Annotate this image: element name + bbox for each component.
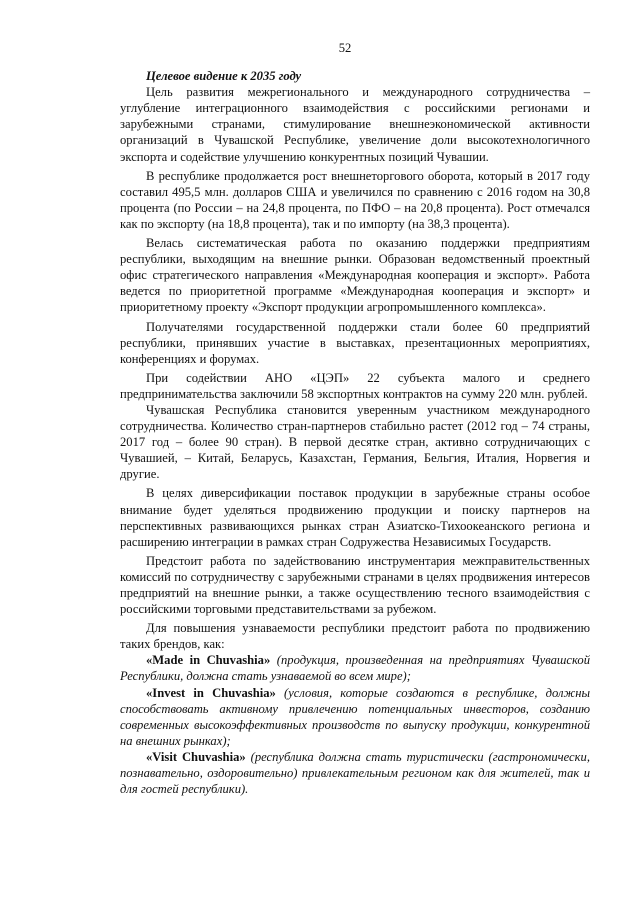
paragraph-brands-intro: Для повышения узнаваемости республики предстоит работа по продвижению таких брендов, как: <box>120 621 590 652</box>
brand-name: «Visit Chuvashia» <box>146 749 246 764</box>
brand-item-made-in <box>120 652 590 684</box>
brand-note: (условия, которые создаются в республике, должны способствовать активному привлечению потенциальных инвесторов, созданию современных высокоэффективных производств по выпуску продукции, конкурентной на внешних рынках); <box>120 685 591 748</box>
paragraph-diversification: В целях диверсификации поставок продукции в зарубежные страны особое внимание будет уделяться продвижению продукции и поиску партнеров на перспективных развивающихся рынках стран Азиатско-Тихоокеанского региона и расширению интеграции в рамках стран Содружества Независимых Государств. <box>120 486 590 549</box>
paragraph-sme-contracts: При содействии АНО «ЦЭП» 22 субъекта малого и среднего предпринимательства заключили 58 экспортных контрактов на сумму 220 млн. рублей. <box>120 370 590 401</box>
paragraph-state-support: Получателями государственной поддержки стали более 60 предприятий республики, принявших участие в выставках, презентационных мероприятиях, конференциях и форумах. <box>120 319 590 366</box>
brand-note: (продукция, произведенная на предприятиях Чувашской Республики, должна стать узнаваемой во всем мире); <box>120 653 590 684</box>
section-heading: Целевое видение к 2035 году <box>146 69 302 84</box>
brand-item-visit <box>120 749 590 797</box>
page-number: 52 <box>338 41 352 55</box>
brand-name: «Made in Chuvashia» <box>146 653 271 668</box>
paragraph-export-support: Велась систематическая работа по оказанию поддержки предприятиям республики, выходящим на внешние рынки. Образован ведомственный проектный офис стратегического направления «Международная кооперация и экспорт». Работа ведется по приоритетной программе «Международная кооперация и экспорт» и приоритетному проекту «Экспорт продукции агропромышленного комплекса». <box>120 236 590 315</box>
brand-note: (республика должна стать туристически (гастрономически, познавательно, оздоровительно) привлекательным регионом как для жителей, так и для гостей республики). <box>120 749 590 797</box>
paragraph-partner-countries: Чувашская Республика становится уверенным участником международного сотрудничества. Количество стран-партнеров стабильно растет (2012 год – 74 страны, 2017 год – более 90 стран). В первой десятке стран, активно сотрудничающих с Чувашией, – Китай, Беларусь, Казахстан, Германия, Бельгия, Италия, Норвегия и другие. <box>120 402 590 482</box>
paragraph-trade-turnover: В республике продолжается рост внешнеторгового оборота, который в 2017 году составил 495,5 млн. долларов США и увеличился по сравнению с 2016 годом на 30,8 процента (по России – на 24,8 процента, по ПФО – на 20,8 процента). Рост отмечался как по экспорту (на 18,8 процента), так и по импорту (на 38,3 процента). <box>120 168 590 231</box>
paragraph-intergov-commissions: Предстоит работа по задействованию инструментария межправительственных комиссий по сотрудничеству с зарубежными странами в целях продвижения интересов предприятий на внешние рынки, а также осуществлению тесного взаимодействия с российскими торговыми представительствами за рубежом. <box>120 553 590 617</box>
brand-name: «Invest in Chuvashia» <box>146 685 276 700</box>
brand-item-invest-in <box>120 685 590 749</box>
paragraph-goal: Цель развития межрегионального и международного сотрудничества – углубление интеграционного взаимодействия с российскими регионами и зарубежными странами, стимулирование внешнеэкономической активности организаций в Чувашской Республике, увеличение доли высокотехнологичного экспорта и содействие улучшению конкурентных позиций Чувашии. <box>120 85 590 164</box>
